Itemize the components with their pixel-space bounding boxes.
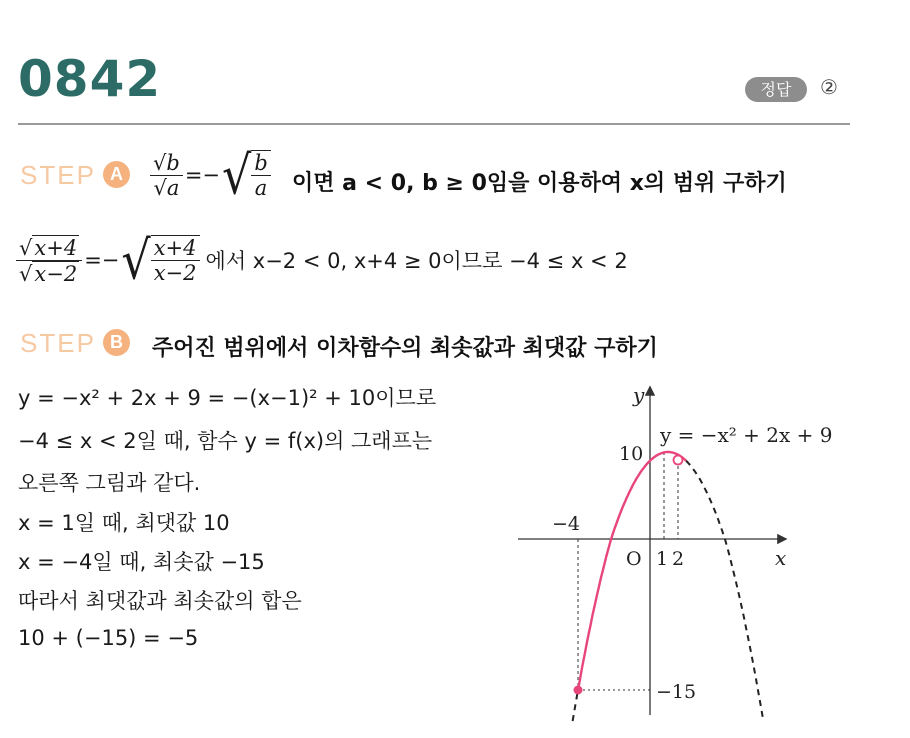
solution-line-4: x = 1일 때, 최댓값 10 [18,511,230,535]
condition-rhs-numerator: b [254,151,268,175]
y-axis-label: y [633,383,645,407]
open-endpoint [674,456,683,465]
header-divider [18,123,850,125]
condition-equals: =− [184,163,221,187]
label-1: 1 [656,548,669,570]
answer-badge: 정답 [745,77,807,102]
lhs-fraction: $\frac{√x+4}{√x-2}$ [16,235,82,286]
condition-rhs-sqrt: √ $\frac{b}{a}$ [222,148,271,202]
solution-line-7: 10 + (−15) = −5 [18,626,199,650]
step-b-label: STEP [20,328,96,358]
solution-line-6: 따라서 최댓값과 최솟값의 합은 [18,589,302,613]
solution-line-1: y = −x² + 2x + 9 = −(x−1)² + 10이므로 [18,386,437,410]
equation-label: y = −x² + 2x + 9 [660,423,833,447]
label-10: 10 [619,443,644,465]
solution-line-5: x = −4일 때, 최솟값 −15 [18,550,265,574]
x-axis-label: x [775,546,787,570]
step-a-computation [16,222,628,298]
label-neg15: −15 [656,681,697,703]
parabola-graph [510,380,900,725]
solution-line-3: 오른쪽 그림과 같다. [18,471,201,495]
computation-equals: =− [84,248,120,272]
step-a-condition [150,140,271,210]
step-b-badge: B [103,329,130,356]
rhs-sqrt: √ $\frac{x+4}{x-2}$ [121,233,199,287]
label-neg4: −4 [552,513,581,535]
problem-number: 0842 [18,50,162,108]
step-a-title: 이면 a < 0, b ≥ 0임을 이용하여 x의 범위 구하기 [292,171,787,196]
step-b-title: 주어진 범위에서 이차함수의 최솟값과 최댓값 구하기 [152,336,658,361]
condition-lhs-numerator: √b [153,150,180,175]
condition-lhs-fraction [150,151,183,200]
step-a-badge: A [103,161,130,188]
condition-lhs-denominator: √a [153,175,180,200]
solution-line-2: −4 ≤ x < 2일 때, 함수 y = f(x)의 그래프는 [18,429,433,453]
label-origin: O [626,548,642,570]
rhs-numerator: x+4 [153,236,197,260]
lhs-denominator: x−2 [34,261,78,286]
condition-rhs-denominator: a [254,176,268,200]
label-2: 2 [672,548,685,570]
step-a-label: STEP [20,160,96,190]
rhs-denominator: x−2 [153,261,197,285]
parabola-solid [578,452,686,690]
computation-result: 에서 x−2 < 0, x+4 ≥ 0이므로 −4 ≤ x < 2 [205,249,628,273]
answer-value: ② [820,75,838,99]
closed-endpoint [574,686,583,695]
lhs-numerator: x+4 [34,235,78,260]
